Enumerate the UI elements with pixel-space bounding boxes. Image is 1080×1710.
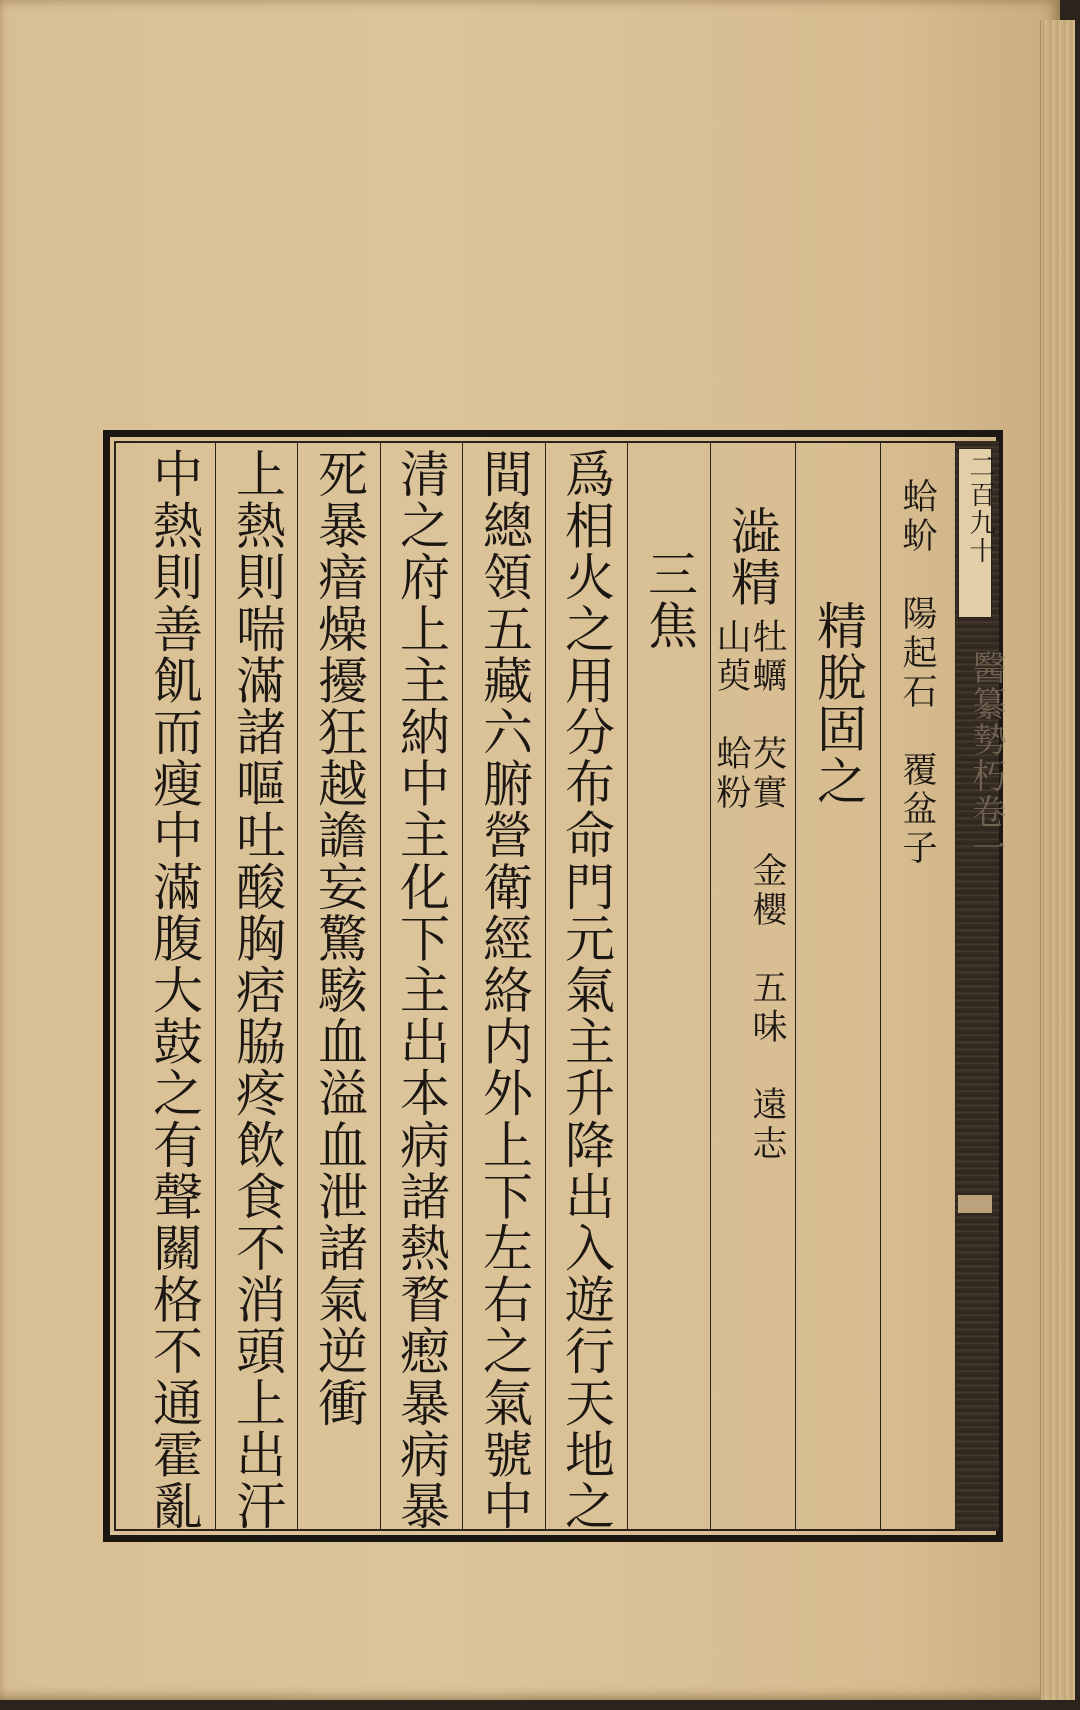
column-rule <box>545 441 546 1531</box>
text-column-9: 上熱則喘滿諸嘔吐酸胸痞脇疼飲食不消頭上出汗 <box>228 448 286 1532</box>
fishtail-mark <box>958 1195 992 1213</box>
column-rule <box>710 441 711 1531</box>
column-rule <box>627 441 628 1531</box>
text-column-2: 精脫固之 <box>809 600 867 807</box>
text-column-7: 清之府上主納中主化下主出本病諸熱瞀瘛暴病暴 <box>392 448 450 1532</box>
text-column-1: 蛤蚧 陽起石 覆盆子 <box>897 478 937 868</box>
text-column-8: 死暴瘖燥擾狂越譫妄驚駭血溢血泄諸氣逆衝 <box>310 448 368 1429</box>
column-rule <box>880 441 881 1531</box>
column-rule <box>215 441 216 1531</box>
page-number-box <box>958 448 995 618</box>
text-column-3-heading: 澁精 <box>723 505 781 609</box>
spine-book-title: 醫纂𫝑朽卷一 <box>966 650 1006 866</box>
text-column-3-right: 牡蠣 芡實 金櫻 五味 遠志 <box>747 618 787 1164</box>
text-column-3-left: 山萸 蛤粉 <box>711 618 751 813</box>
column-rule <box>795 441 796 1531</box>
column-rule <box>380 441 381 1531</box>
page-number: 二百九十 <box>965 453 995 565</box>
text-column-5: 爲相火之用分布命門元氣主升降出入遊行天地之 <box>557 448 615 1532</box>
column-rule <box>955 441 956 1531</box>
column-rule <box>297 441 298 1531</box>
text-column-6: 間總領五藏六腑營衛經絡内外上下左右之氣號中 <box>475 448 533 1532</box>
page-edge-stack <box>1040 20 1075 1700</box>
text-column-4: 三焦 <box>640 548 698 652</box>
text-column-10: 中熱則善飢而瘦中滿腹大鼓之有聲關格不通霍亂 <box>145 448 203 1532</box>
column-rule <box>462 441 463 1531</box>
